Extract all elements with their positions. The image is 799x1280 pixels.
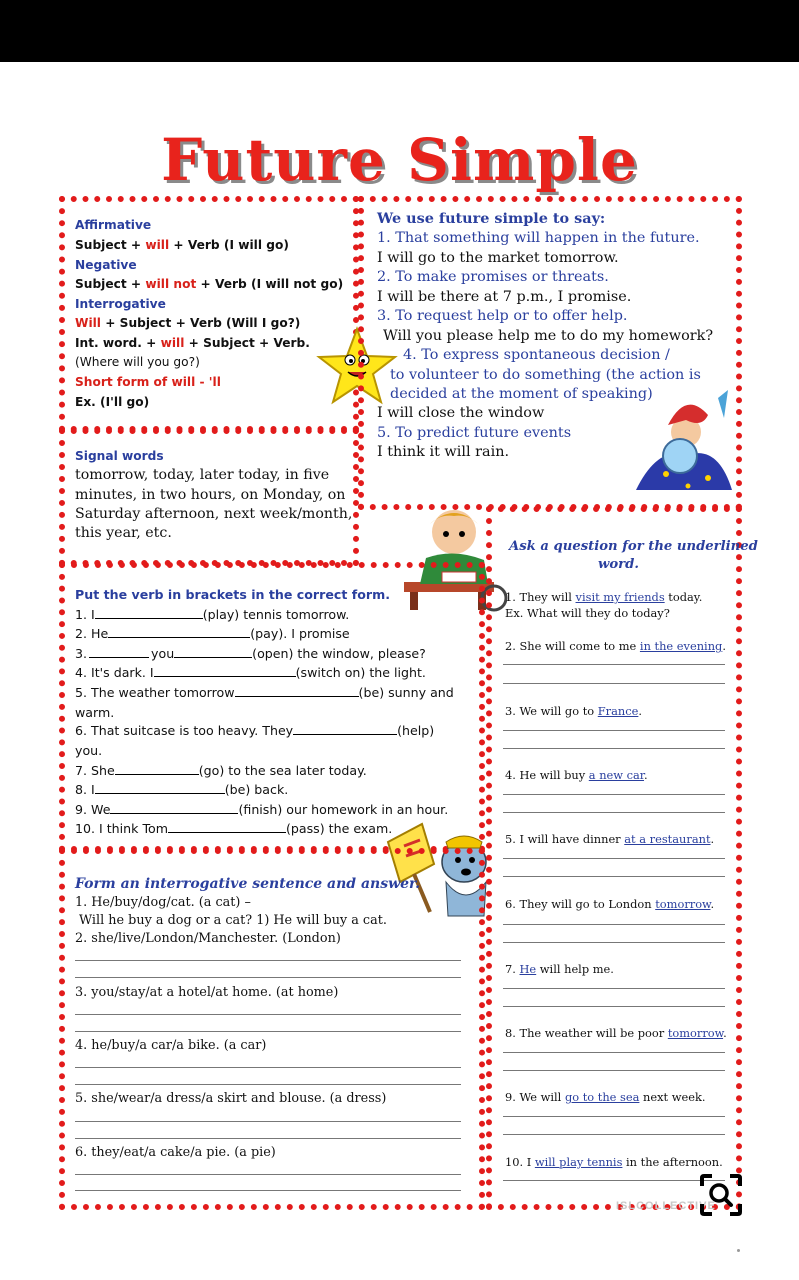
signal-heading: Signal words [75,449,164,463]
ex1-item-6b: you. [75,743,103,758]
use-line-12: I think it will rain. [377,444,510,460]
ex1-item-5b: warm. [75,705,115,720]
watermark: ISLCOLLECTIVE [616,1200,716,1212]
ex1-item-9: 9. We (finish) our homework in an hour. [75,802,449,817]
top-black-bar [0,0,799,62]
affirmative-heading: Affirmative [75,218,152,232]
ex1-item-5: 5. The weather tomorrow (be) sunny and [75,685,454,700]
ex2-item-6: 6. They will go to London tomorrow. [505,897,715,911]
use-line-2: I will go to the market tomorrow. [377,250,619,266]
small-dot [737,1249,740,1252]
use-line-11: 5. To predict future events [377,425,572,441]
exercise3-heading: Form an interrogative sentence and answer. [75,876,421,892]
ex1-item-4: 4. It's dark. I (switch on) the light. [75,665,426,680]
use-line-1: 1. That something will happen in the future. [377,230,700,246]
short-example: Ex. (I'll go) [75,395,150,409]
interrogative-rule: Will + Subject + Verb (Will I go?) [75,316,301,330]
use-line-3: 2. To make promises or threats. [377,269,609,285]
ex1-item-2: 2. He (pay). I promise [75,626,350,641]
signal-line-4: this year, etc. [75,525,172,541]
signal-line-2: minutes, in two hours, on Monday, on [75,487,346,503]
int-example: (Where will you go?) [75,355,200,369]
ex1-item-1: 1. I (play) tennis tomorrow. [75,607,350,622]
ex3-item-4: 4. he/buy/a car/a bike. (a car) [75,1038,267,1053]
negative-rule: Subject + will not + Verb (I will not go) [75,277,344,291]
use-line-9: decided at the moment of speaking) [390,386,653,402]
interrogative-heading: Interrogative [75,297,166,311]
short-form: Short form of will - 'll [75,375,221,389]
ex2-item-8: 8. The weather will be poor tomorrow. [505,1026,727,1040]
ex2-item-7: 7. He will help me. [505,962,614,976]
ex1-item-7: 7. She (go) to the sea later today. [75,763,367,778]
ex3-item-5: 5. she/wear/a dress/a skirt and blouse. (a dress) [75,1091,387,1106]
affirmative-rule: Subject + will + Verb (I will go) [75,238,289,252]
wizard-crystal-ball-icon [628,390,738,500]
ex2-item-4: 4. He will buy a new car. [505,768,648,782]
signal-line-3: Saturday afternoon, next week/month, [75,506,353,522]
ex2-item-5: 5. I will have dinner at a restaurant. [505,832,715,846]
use-line-8: to volunteer to do something (the action is [390,367,701,383]
use-line-7: 4. To express spontaneous decision / [403,347,670,363]
uses-heading: We use future simple to say: [377,210,606,227]
signal-line-1: tomorrow, today, later today, in five [75,467,330,483]
zoom-search-icon [696,1170,746,1220]
ex3-item-6: 6. they/eat/a cake/a pie. (a pie) [75,1145,276,1160]
use-line-6: Will you please help me to do my homework? [383,328,714,344]
page-title: Future Simple [161,126,638,194]
ex3-item-3: 3. you/stay/at a hotel/at home. (at home) [75,985,339,1000]
int-word-rule: Int. word. + will + Subject + Verb. [75,336,310,350]
exercise2-heading: Ask a question for the underlined [509,539,758,554]
use-line-5: 3. To request help or to offer help. [377,308,628,324]
ex2-item-10: 10. I will play tennis in the afternoon. [505,1155,723,1169]
negative-heading: Negative [75,258,137,272]
ex2-item-3: 3. We will go to France. [505,704,642,718]
ex3-item-1: 1. He/buy/dog/cat. (a cat) – [75,895,251,910]
ex3-item-1-answer: Will he buy a dog or a cat? 1) He will buy a cat. [79,913,387,928]
ex1-item-8: 8. I (be) back. [75,782,289,797]
ex2-item-2: 2. She will come to me in the evening. [505,639,726,653]
ex2-item-9: 9. We will go to the sea next week. [505,1090,706,1104]
ex3-item-2: 2. she/live/London/Manchester. (London) [75,931,341,946]
use-line-10: I will close the window [377,405,545,421]
ex2-example: Ex. What will they do today? [505,606,670,620]
zoom-search-button[interactable] [696,1170,746,1220]
ex1-item-3: 3. you (open) the window, please? [75,646,426,661]
ex1-item-6: 6. That suitcase is too heavy. They (help) [75,723,435,738]
ex1-item-10: 10. I think Tom (pass) the exam. [75,821,393,836]
exercise1-heading: Put the verb in brackets in the correct form. [75,587,390,602]
ex2-item-1: 1. They will visit my friends today. [505,590,703,604]
use-line-4: I will be there at 7 p.m., I promise. [377,289,632,305]
exercise2-heading-2: word. [598,557,639,572]
